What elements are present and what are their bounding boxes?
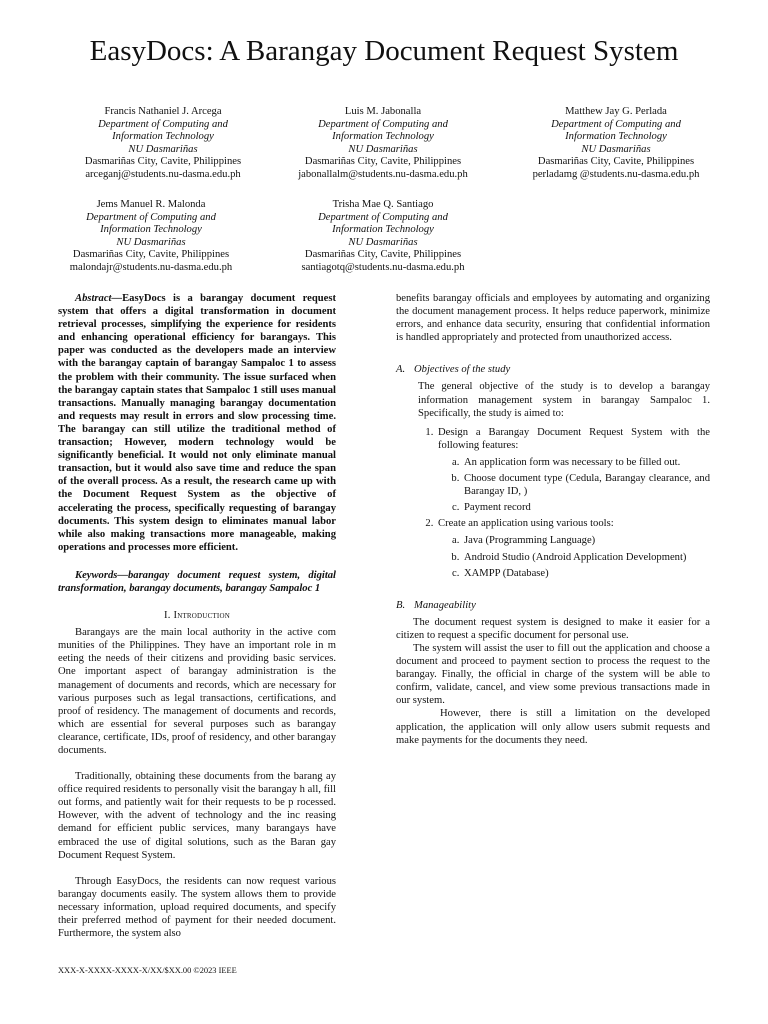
author-department: Department of Computing and <box>98 118 228 130</box>
keywords <box>58 569 336 595</box>
right-column <box>396 292 710 747</box>
author-school: NU Dasmariñas <box>348 143 418 155</box>
paragraph: The document request system is designed to make it easier for a citizen to request a specific document for personal use. <box>396 616 710 641</box>
author-block <box>36 199 266 275</box>
author-department: Information Technology <box>332 131 434 143</box>
author-location: Dasmariñas City, Cavite, Philippines <box>84 156 242 168</box>
keywords-lead: Keywords— <box>75 569 128 581</box>
list-item: b. Android Studio (Android Application Development) <box>462 551 710 564</box>
tools-sublist <box>438 534 710 579</box>
section-heading-introduction: I. Introduction <box>164 610 230 622</box>
list-item: c. XAMPP (Database) <box>462 567 710 580</box>
author-name: Francis Nathaniel J. Arcega <box>104 106 222 117</box>
author-school: NU Dasmariñas <box>581 143 651 155</box>
paragraph: Through EasyDocs, the residents can now request various barangay documents easily. The system allows them to provide necessary information, upload required documents, and specify their preferred method of payment for their needed document. Furthermore, the system also <box>58 875 336 940</box>
author-department: Department of Computing and <box>318 211 448 223</box>
paper-title: EasyDocs: A Barangay Document Request System <box>89 35 679 67</box>
list-item-text: Design a Barangay Document Request System with the following features: <box>438 426 710 451</box>
author-name: Luis M. Jabonalla <box>344 106 422 117</box>
paragraph: benefits barangay officials and employees by automating and organizing the document management process. It helps reduce paperwork, minimize errors, and enhance data security, ensuring that confidential information is handled appropriately and protected from unauthorized access. <box>396 293 710 344</box>
author-name: Jems Manuel R. Malonda <box>96 199 206 210</box>
abstract <box>58 292 336 554</box>
author-block <box>501 106 731 182</box>
subsection-heading-manageability <box>396 599 710 612</box>
keywords-body: barangay document request system, digital transformation, barangay documents, barangay Sampaloc 1 <box>58 569 336 594</box>
author-email: perladamg @students.nu-dasma.edu.ph <box>532 168 700 180</box>
list-item: a. Java (Programming Language) <box>462 534 710 547</box>
author-location: Dasmariñas City, Cavite, Philippines <box>304 249 462 261</box>
author-department: Information Technology <box>565 131 667 143</box>
subsection-title: Objectives of the study <box>414 364 511 376</box>
list-item: c. Payment record <box>462 501 710 514</box>
author-department: Department of Computing and <box>318 118 448 130</box>
author-email: malondajr@students.nu-dasma.edu.ph <box>69 261 233 273</box>
author-school: NU Dasmariñas <box>348 236 418 248</box>
author-name: Matthew Jay G. Perlada <box>565 106 667 117</box>
features-sublist <box>438 456 710 514</box>
author-department: Information Technology <box>332 224 434 236</box>
list-item <box>436 426 710 515</box>
author-location: Dasmariñas City, Cavite, Philippines <box>304 156 462 168</box>
author-location: Dasmariñas City, Cavite, Philippines <box>537 156 695 168</box>
abstract-lead: Abstract— <box>75 293 123 304</box>
subsection-title: Manageability <box>414 599 476 611</box>
author-school: NU Dasmariñas <box>116 236 186 248</box>
list-item: b. Choose document type (Cedula, Barangay clearance, and Barangay ID, ) <box>462 472 710 498</box>
left-column <box>58 292 336 940</box>
author-block <box>268 199 498 275</box>
list-item <box>436 517 710 579</box>
paragraph: The system will assist the user to fill out the application and choose a document and proceed to payment section to process the request to the barangay. Finally, the official in charge of the system will be able to confirm, validate, cancel, and view some previous transactions made in our system. <box>396 642 710 707</box>
abstract-body: EasyDocs is a barangay document request system that offers a digital transformation in document retrieval processes, simplifying the experience for residents and enhancing operational efficiency for barangays. This paper was conducted as the developers made an interview with the barangay captain of barangay Sampaloc 1 to assess the problem with their community. The issue surfaced when the barangay captain states that Sampaloc 1 still uses manual transactions. Manually managing barangay documentation and requests may result in errors and slow processing time. The barangay can still utilize the traditional method of transaction; However, modern technology would be significantly beneficial. It would not only eliminate manual transaction, but it would also save time and reduce the span of the overall process. As a result, the research came up with the Document Request System as the objective of accelerating the process, specifically requesting of barangay documents. This system design to eliminates manual labor while also making transactions more manageable, making operations and processes more efficient. <box>58 293 336 553</box>
author-school: NU Dasmariñas <box>128 143 198 155</box>
author-department: Information Technology <box>100 224 202 236</box>
paragraph: However, there is still a limitation on the developed application, the application will only allow users submit requests and make payments for the documents they need. <box>396 708 710 746</box>
author-email: arceganj@students.nu-dasma.edu.ph <box>85 168 241 180</box>
author-department: Department of Computing and <box>86 211 216 223</box>
author-name: Trisha Mae Q. Santiago <box>332 199 434 210</box>
subsection-letter: A. <box>396 364 406 376</box>
author-email: jabonallalm@students.nu-dasma.edu.ph <box>298 168 468 180</box>
author-email: santiagotq@students.nu-dasma.edu.ph <box>301 261 465 273</box>
objectives-list <box>396 426 710 580</box>
paragraph: Barangays are the main local authority in the active com munities of the Philippines. They have an important role in m eeting the needs of their citizens and providing basic services. One important aspect of barangay administration is the management of documents and records, which are necessary for various purposes such as legal transactions, certifications, and proof of residency. The management of documents and records, which are essential for several purposes such as barangay clearance, certificate, IDs, proof of residency, and other barangay documents. <box>58 627 336 756</box>
author-department: Department of Computing and <box>551 118 681 130</box>
author-department: Information Technology <box>112 131 214 143</box>
list-item: a. An application form was necessary to be filled out. <box>462 456 710 469</box>
author-block <box>48 106 278 182</box>
subsection-letter: B. <box>396 599 406 611</box>
author-block <box>268 106 498 182</box>
subsection-heading-objectives <box>396 363 710 376</box>
paragraph: The general objective of the study is to develop a barangay information management system in barangay Sampaloc 1. Specifically, the study is aimed to: <box>418 381 710 419</box>
copyright-footer: XXX-X-XXXX-XXXX-X/XX/$XX.00 ©2023 IEEE <box>58 966 237 975</box>
list-item-text: Create an application using various tools: <box>438 518 614 530</box>
author-location: Dasmariñas City, Cavite, Philippines <box>72 249 230 261</box>
paragraph: Traditionally, obtaining these documents from the barang ay office required residents to personally visit the barangay h all, fill out forms, and patiently wait for their requests to be p rocessed. However, with the advent of technology and the inc reasing demand for efficient public services, many barangays have embraced the use of digital solutions, such as the Baran gay Document Request System. <box>58 771 336 861</box>
